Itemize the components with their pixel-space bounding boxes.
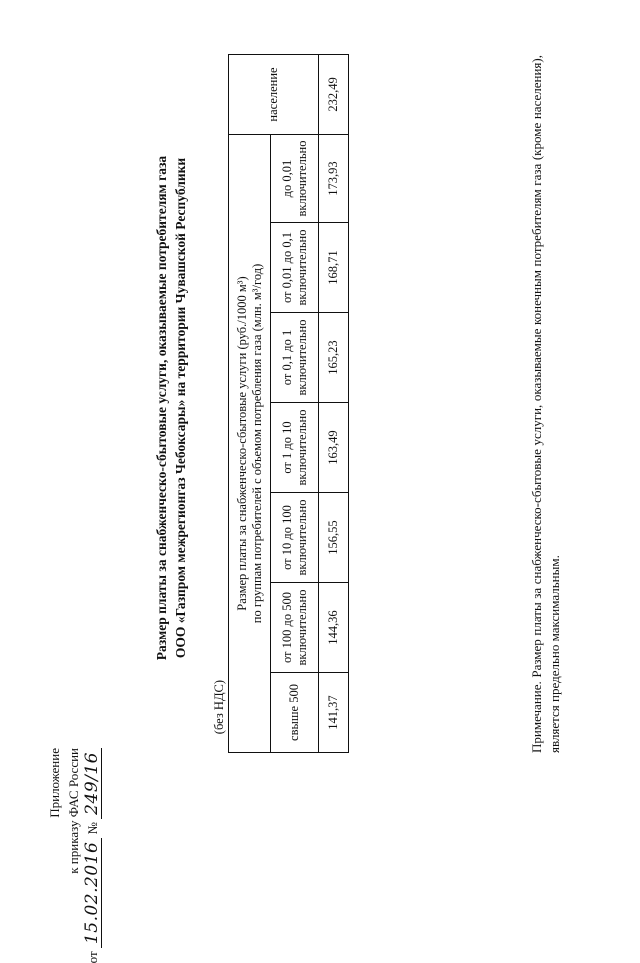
- group-header-cell: от 1 до 10 включительно: [271, 403, 319, 493]
- appendix-date-number: [83, 748, 102, 963]
- group-header-cell: до 0,01 включительно: [271, 134, 319, 222]
- group-header-cell: от 0,1 до 1 включительно: [271, 313, 319, 403]
- value-cell: 156,55: [319, 493, 349, 583]
- tariff-table: [228, 54, 349, 753]
- group-header-cell: свыше 500: [271, 673, 319, 753]
- document-title: [152, 63, 190, 753]
- order-date: 15.02.2016: [83, 838, 102, 948]
- value-cell: 165,23: [319, 313, 349, 403]
- appendix-title: Приложение: [47, 748, 62, 818]
- from-label: от: [85, 951, 100, 963]
- value-cell: 168,71: [319, 223, 349, 313]
- footnote: Примечание. Размер платы за снабженческо-сбытовые услуги, оказываемые конечным потребителям газа (кроме населения), является предельно максимальным.: [529, 55, 562, 753]
- title-line-1: Размер платы за снабженческо-сбытовые услуги, оказываемые потребителям газа: [154, 155, 169, 661]
- table-group-row: [271, 54, 319, 752]
- title-line-2: ООО «Газпром межрегионгаз Чебоксары» на территории Чувашской Республики: [173, 157, 188, 659]
- value-cell: 141,37: [319, 673, 349, 753]
- value-cell: 173,93: [319, 134, 349, 222]
- order-number: 249/16: [83, 748, 102, 819]
- appendix-order-ref: к приказу ФАС России: [66, 748, 81, 874]
- vat-note: (без НДС): [212, 680, 226, 735]
- value-cell-population: 232,49: [319, 54, 349, 134]
- table-values-row: [319, 54, 349, 752]
- group-header-cell: от 100 до 500 включительно: [271, 583, 319, 673]
- group-header-cell: от 0,01 до 0,1 включительно: [271, 223, 319, 313]
- value-cell: 163,49: [319, 403, 349, 493]
- value-cell: 144,36: [319, 583, 349, 673]
- number-label: №: [85, 822, 100, 835]
- table-main-header: Размер платы за снабженческо-сбытовые услуги (руб./1000 м³) по группам потребителей с объемом потребления газа (млн. м³/год): [229, 134, 271, 752]
- table-header-row: [229, 54, 271, 752]
- population-header: население: [229, 54, 319, 134]
- group-header-cell: от 10 до 100 включительно: [271, 493, 319, 583]
- appendix-header: [45, 748, 102, 963]
